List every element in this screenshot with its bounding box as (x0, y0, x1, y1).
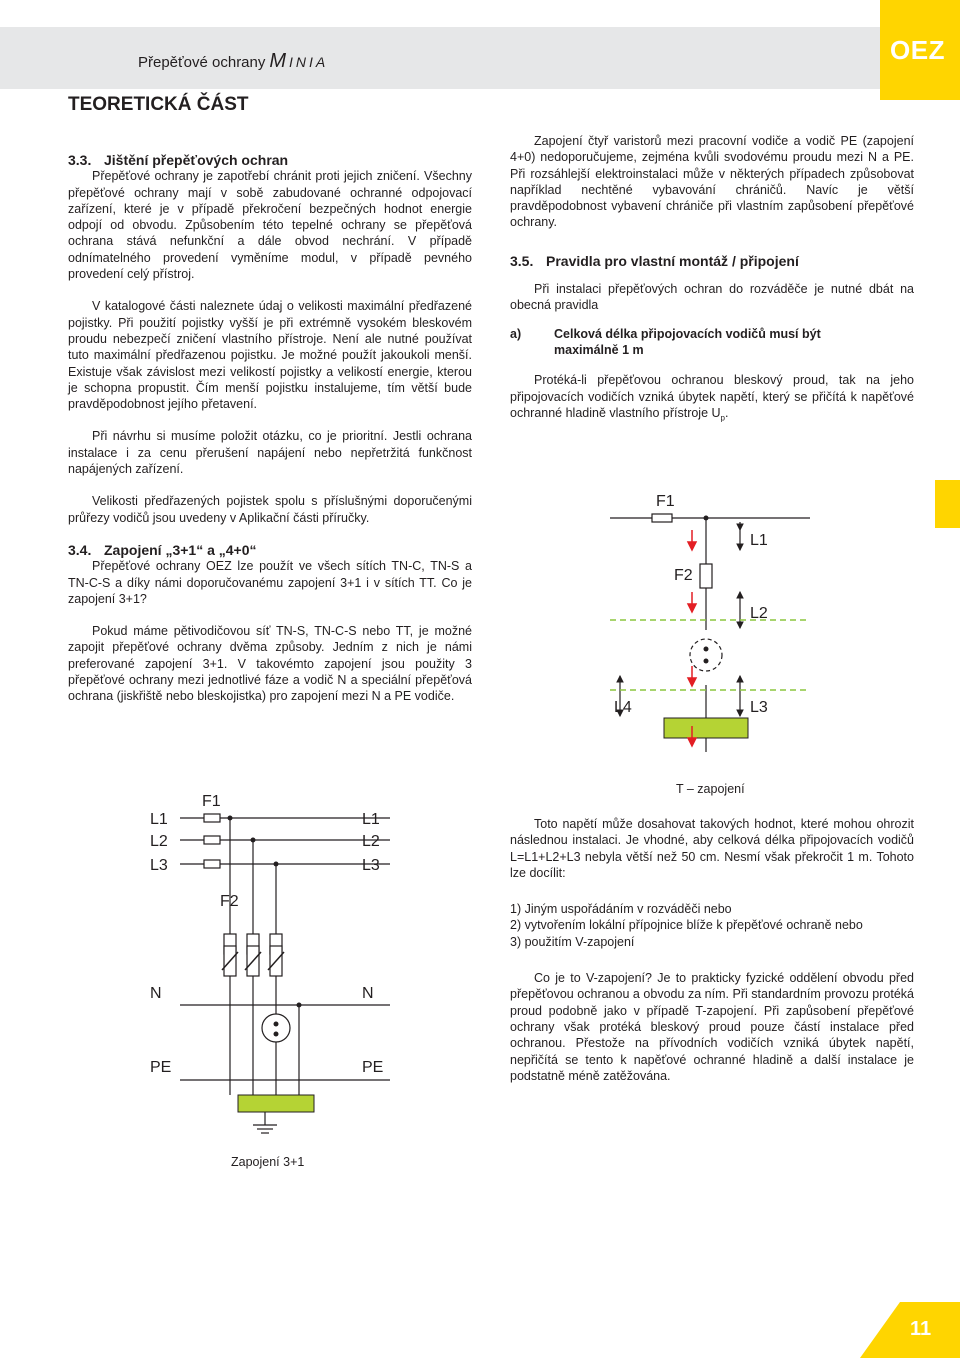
label-l2-left: L2 (150, 833, 168, 850)
paragraph: Zapojení čtyř varistorů mezi pracovní vodiče a vodič PE (zapojení 4+0) nedoporučujeme, zejména kvůli svodovému proudu mezi N a PE. Při rozsáhlejší elektroinstalaci může v některých případech způsobovat například nechtěné vybavování chráničů. Navíc je větší pravděpodobnost vybavení chrániče při vlastním zapůsobení přepěťové ochrany. (510, 134, 914, 230)
list-item: 3) použitím V-zapojení (510, 934, 635, 949)
fuse-f1 (652, 514, 672, 522)
header-title: Přepěťové ochrany Minia (138, 50, 329, 72)
label-pe-left: PE (150, 1059, 172, 1076)
label-l2: L2 (750, 605, 768, 622)
label-n-left: N (150, 985, 162, 1002)
label-f1: F1 (656, 493, 675, 510)
paragraph: V katalogové části naleznete údaj o velikosti maximální předřazené pojistky. Při použití pojistky vyšší je při extrémně vysokém bleskovém proudu nebezpečí zničení vlastního přístroje. Není ale nutné používat tuto maximální předřazenou pojistku. Je možné použít jakoukoli menší. Existuje však závislost mezi velikostí pojistky a velikostí energie, kterou je schopna propustit. Čím menší pojistku instalujeme, tím větší bude pravděpodobnost jejího přetavení. (68, 299, 472, 412)
spark-gap (262, 1014, 290, 1042)
label-l3-right: L3 (362, 857, 380, 874)
paragraph: Při návrhu si musíme položit otázku, co je prioritní. Jestli ochrana instalace i za cenu přerušení napájení nebo nepřetržitá funkčnost napájených zařízení. (68, 429, 472, 477)
paragraph: Přepěťové ochrany je zapotřebí chránit proti jejich zničení. Všechny přepěťové ochrany mají v sobě zabudované ochranné odpojovací zařízení, které je v případě překročení bezpečných hodnot energie odpojí od obvodu. Způsobením této tepelné ochrany se přepěťová ochrana stává nefunkční a dále obvod nechrání. V případě odnímatelného provedení vyměníme modul, v případě pevného provedení celý přístroj. (68, 169, 472, 282)
label-f2: F2 (674, 567, 693, 584)
section-3-5-heading: 3.5. Pravidla pro vlastní montáž / připojení (510, 252, 799, 269)
page-section-title: TEORETICKÁ ČÁST (68, 94, 249, 115)
label-pe-right: PE (362, 1059, 384, 1076)
fuse-f2 (700, 564, 712, 588)
list-item: 2) vytvořením lokální přípojnice blíže k přepěťové ochraně nebo (510, 918, 863, 933)
method-list (510, 901, 914, 950)
brand-name: Minia (269, 50, 329, 72)
right-column-bottom (510, 816, 914, 1084)
section-3-3-heading: 3.3. Jištění přepěťových ochran (68, 152, 289, 168)
paragraph: Protéká-li přepěťovou ochranou bleskový proud, tak na jeho připojovacích vodičích vzniká úbytek napětí, který se přičítá k napěťové ochranné hladině vlastního přístroje $U_p$. (510, 373, 914, 423)
label-f2: F2 (220, 893, 239, 910)
fuse-f1-l2 (204, 836, 220, 844)
left-column (68, 152, 472, 705)
caption-zapojeni-3-1: Zapojení 3+1 (231, 1155, 305, 1169)
label-l3: L3 (750, 699, 768, 716)
spark-gap (690, 639, 722, 671)
side-tab-marker (935, 480, 960, 528)
label-l1-left: L1 (150, 811, 168, 828)
label-f1: F1 (202, 793, 221, 810)
caption-t-zapojeni: T – zapojení (676, 782, 745, 796)
page-number: 11 (910, 1318, 932, 1340)
paragraph: Velikosti předřazených pojistek spolu s příslušnými doporučenými průřezy vodičů jsou uvedeny v Aplikační části příručky. (68, 494, 472, 525)
paragraph: Přepěťové ochrany OEZ lze použít ve všech sítích TN-C, TN-S a TN-C-S a díky námi doporučovanému zapojení 3+1 i v sítích TT. Co je zapojení 3+1? (68, 559, 472, 606)
label-l1-right: L1 (362, 811, 380, 828)
label-n-right: N (362, 985, 374, 1002)
fuse-f1-l1 (204, 814, 220, 822)
pe-terminal (238, 1095, 314, 1112)
pe-terminal (664, 718, 748, 738)
right-column-top (510, 133, 914, 427)
label-l3-left: L3 (150, 857, 168, 874)
paragraph: Pokud máme pětivodičovou síť TN-S, TN-C-S nebo TT, je možné zapojit přepěťové ochrany dvěma způsoby. Jedním z nich je námi preferované zapojení 3+1. V takovémto zapojení jsou použity 3 přepěťové ochrany mezi jednotlivé fáze a vodič N a speciální přepěťová ochrana (jiskřiště nebo bleskojistka) pro zapojení mezi N a PE vodiče. (68, 624, 472, 704)
section-3-4-heading: 3.4. Zapojení „3+1“ a „4+0“ (68, 541, 257, 558)
diagram-t-zapojeni (600, 480, 820, 770)
label-l2-right: L2 (362, 833, 380, 850)
fuse-f1-l3 (204, 860, 220, 868)
paragraph: Při instalaci přepěťových ochran do rozváděče je nutné dbát na obecná pravidla (510, 282, 914, 313)
paragraph: Toto napětí může dosahovat takových hodnot, které mohou ohrozit následnou instalaci. Je vhodné, aby celková délka připojovacích vodičů L=L1+L2+L3 nebyla větší než 50 cm. Nesmí však překročit 1 m. Tohoto lze docílit: (510, 817, 914, 880)
diagram-3-plus-1 (140, 780, 400, 1160)
label-l1: L1 (750, 532, 768, 549)
label-l4: L4 (614, 699, 632, 716)
list-item: 1) Jiným uspořádáním v rozváděči nebo (510, 902, 732, 917)
paragraph: Co je to V-zapojení? Je to prakticky fyzické oddělení obvodu před přepěťovou ochranou a obvodu za ním. Při standardním provozu protéká proud podobně jako v případě T-zapojení. Při zapůsobení přepěťové ochrany však protéká bleskový proud pouze částí instalace před ochranou. Přestože na přívodních vodičích vzniká úbytek napětí, nepřičítá se tento k napěťové ochranné hladině a další instalace je podstatně méně zatěžována. (510, 971, 914, 1083)
rule-a: a) Celková délka připojovacích vodičů musí být maximálně 1 m (510, 326, 821, 357)
oez-logo: OEZ (880, 0, 960, 100)
